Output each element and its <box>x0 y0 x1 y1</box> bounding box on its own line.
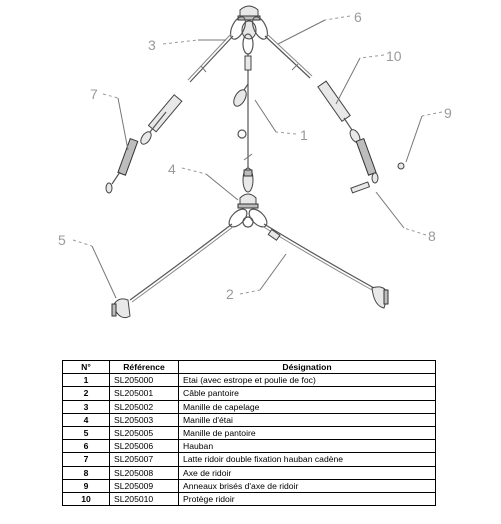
table-row <box>63 440 436 453</box>
row-number: 4 <box>63 413 110 426</box>
row-reference: SL205002 <box>110 400 179 413</box>
row-number: 8 <box>63 466 110 479</box>
row-number: 9 <box>63 479 110 492</box>
header-number: N° <box>63 361 110 374</box>
callout-2: 2 <box>226 286 234 302</box>
row-reference: SL205008 <box>110 466 179 479</box>
row-number: 1 <box>63 374 110 387</box>
callout-9: 9 <box>444 105 452 121</box>
row-designation: Câble pantoire <box>179 387 436 400</box>
table-row <box>63 413 436 426</box>
table-row <box>63 387 436 400</box>
row-reference: SL205005 <box>110 426 179 439</box>
row-reference: SL205006 <box>110 440 179 453</box>
table-row <box>63 374 436 387</box>
row-designation: Axe de ridoir <box>179 466 436 479</box>
callout-10: 10 <box>386 48 402 64</box>
callout-6: 6 <box>354 9 362 25</box>
table-header-row <box>63 361 436 374</box>
row-number: 10 <box>63 492 110 505</box>
row-designation: Latte ridoir double fixation hauban cadène <box>179 453 436 466</box>
parts-table <box>62 360 436 506</box>
table-row <box>63 400 436 413</box>
header-designation: Désignation <box>179 361 436 374</box>
row-designation: Anneaux brisés d'axe de ridoir <box>179 479 436 492</box>
callout-4: 4 <box>168 161 176 177</box>
row-number: 6 <box>63 440 110 453</box>
row-reference: SL205000 <box>110 374 179 387</box>
callout-1: 1 <box>300 127 308 143</box>
callout-3: 3 <box>148 37 156 53</box>
table-row <box>63 426 436 439</box>
forestay <box>231 54 253 192</box>
row-designation: Etai (avec estrope et poulie de foc) <box>179 374 436 387</box>
row-reference: SL205007 <box>110 453 179 466</box>
callout-8: 8 <box>428 228 436 244</box>
row-designation: Manille de capelage <box>179 400 436 413</box>
header-reference: Référence <box>110 361 179 374</box>
table-row <box>63 492 436 505</box>
row-reference: SL205003 <box>110 413 179 426</box>
right-shroud <box>265 34 378 183</box>
bridle-cables <box>130 206 374 302</box>
table-row <box>63 453 436 466</box>
row-reference: SL205009 <box>110 479 179 492</box>
row-reference: SL205001 <box>110 387 179 400</box>
table-row <box>63 466 436 479</box>
table-row <box>63 479 436 492</box>
right-bridle-shackle <box>372 287 388 308</box>
stay-shackle <box>238 194 258 208</box>
row-designation: Manille d'étai <box>179 413 436 426</box>
row-designation: Hauban <box>179 440 436 453</box>
split-ring <box>398 163 404 169</box>
left-turnbuckle <box>106 139 138 193</box>
row-number: 2 <box>63 387 110 400</box>
row-designation: Manille de pantoire <box>179 426 436 439</box>
left-bridle-shackle <box>112 299 130 318</box>
row-number: 5 <box>63 426 110 439</box>
row-number: 7 <box>63 453 110 466</box>
row-designation: Protège ridoir <box>179 492 436 505</box>
row-reference: SL205010 <box>110 492 179 505</box>
row-number: 3 <box>63 400 110 413</box>
callout-7: 7 <box>90 86 98 102</box>
callout-5: 5 <box>58 232 66 248</box>
turnbuckle-axle <box>351 182 370 193</box>
